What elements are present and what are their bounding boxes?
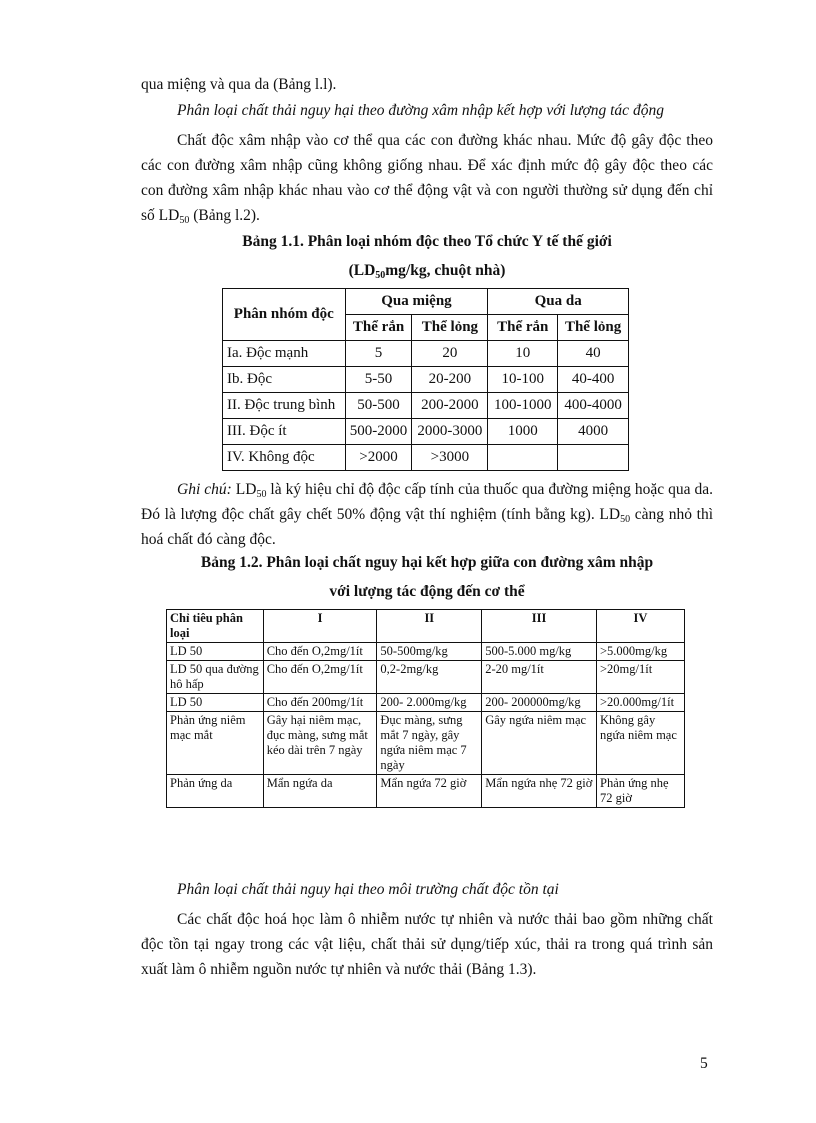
cell: >20.000mg/1ít (597, 694, 685, 712)
table2-subcaption: với lượng tác động đến cơ thể (329, 583, 525, 600)
table-row (167, 661, 685, 694)
combined-classification-table (166, 609, 685, 808)
table-row (167, 712, 685, 775)
header-skin-liquid: Thể lỏng (558, 315, 629, 341)
cell: IV. Không độc (223, 445, 346, 471)
cell: Mẩn ngứa 72 giờ (377, 775, 482, 808)
table2-caption: Bảng 1.2. Phân loại chất nguy hại kết hợp giữa con đường xâm nhập (200, 554, 654, 571)
cell: 500-2000 (345, 419, 412, 445)
heading-entry-route: Phân loại chất thải nguy hại theo đường xâm nhập kết hợp với lượng tác động (177, 102, 664, 119)
table1-caption: Bảng 1.1. Phân loại nhóm độc theo Tổ chức Y tế thế giới (242, 233, 612, 250)
cell: Cho đến O,2mg/1ít (263, 643, 377, 661)
cell: 0,2-2mg/kg (377, 661, 482, 694)
cell: LD 50 (167, 694, 264, 712)
cell: 500-5.000 mg/kg (482, 643, 597, 661)
note-paragraph: Ghi chú: $LD_{50}$ là ký hiệu chỉ độ độc cấp tính của thuốc qua đường miệng hoặc qua da. Đó là lượng độc chất gây chết 50% động vật thí nghiệm (tính bằng kg). $LD_{50}$ càng nhỏ thì hoá chất đó càng độc. (141, 481, 714, 548)
table-row (167, 775, 685, 808)
header-oral-liquid: Thể lỏng (412, 315, 488, 341)
cell: >5.000mg/kg (597, 643, 685, 661)
cell: 40-400 (558, 367, 629, 393)
cell: 400-4000 (558, 393, 629, 419)
cell: Ia. Độc mạnh (223, 341, 346, 367)
header-class-iv: IV (597, 610, 685, 643)
header-oral-solid: Thể rắn (345, 315, 412, 341)
table-row (223, 445, 629, 471)
cell: >20mg/1ít (597, 661, 685, 694)
header-skin-solid: Thể rắn (488, 315, 558, 341)
cell (488, 445, 558, 471)
cell: III. Độc ít (223, 419, 346, 445)
cell: LD 50 qua đường hô hấp (167, 661, 264, 694)
header-skin: Qua da (488, 289, 629, 315)
table1-subcaption: ($LD_{50}mg/kg$, chuột nhà) (348, 262, 506, 281)
cell (558, 445, 629, 471)
cell: Ib. Độc (223, 367, 346, 393)
cell: 20 (412, 341, 488, 367)
cell: 100-1000 (488, 393, 558, 419)
header-class-iii: III (482, 610, 597, 643)
cell: >3000 (412, 445, 488, 471)
cell: 4000 (558, 419, 629, 445)
cell: Phản ứng da (167, 775, 264, 808)
cell: 20-200 (412, 367, 488, 393)
cell: 200- 200000mg/kg (482, 694, 597, 712)
table-row (223, 341, 629, 367)
header-class-ii: II (377, 610, 482, 643)
cell: II. Độc trung bình (223, 393, 346, 419)
cell: Mẩn ngứa da (263, 775, 377, 808)
cell: 200-2000 (412, 393, 488, 419)
cell: Phản ứng niêm mạc mắt (167, 712, 264, 775)
table-row (223, 419, 629, 445)
heading-environment: Phân loại chất thải nguy hại theo môi trường chất độc tồn tại (177, 881, 559, 898)
cell: Cho đến 200mg/1ít (263, 694, 377, 712)
paragraph-entry-route: Chất độc xâm nhập vào cơ thể qua các con đường khác nhau. Mức độ gây độc theo các con đường xâm nhập cũng không giống nhau. Để xác định mức độ gây độc theo các con đường xâm nhập khác nhau vào cơ thể động vật và con người thường sử dụng đến chỉ số $LD_{50}$ (Bảng l.2). (141, 132, 713, 226)
header-oral: Qua miệng (345, 289, 488, 315)
table-row (223, 393, 629, 419)
cell: 2000-3000 (412, 419, 488, 445)
cell: 5 (345, 341, 412, 367)
table-row (167, 694, 685, 712)
cell: Phản ứng nhẹ 72 giờ (597, 775, 685, 808)
header-group: Phân nhóm độc (223, 289, 346, 341)
cell: 2-20 mg/1ít (482, 661, 597, 694)
cell: 50-500 (345, 393, 412, 419)
cell: Đục màng, sưng mắt 7 ngày, gây ngứa niêm mạc 7 ngày (377, 712, 482, 775)
cell: 200- 2.000mg/kg (377, 694, 482, 712)
cell: 50-500mg/kg (377, 643, 482, 661)
cell: >2000 (345, 445, 412, 471)
cell: 10-100 (488, 367, 558, 393)
intro-line: qua miệng và qua da (Bảng l.l). (141, 76, 337, 93)
paragraph-environment: Các chất độc hoá học làm ô nhiễm nước tự nhiên và nước thải bao gồm những chất độc tồn tại ngay trong các vật liệu, chất thải sử dụng/tiếp xúc, thải ra trong quá trình sản xuất làm ô nhiễm nguồn nước tự nhiên và nước thải (Bảng 1.3). (141, 911, 713, 978)
cell: 1000 (488, 419, 558, 445)
cell: 40 (558, 341, 629, 367)
table-row (167, 643, 685, 661)
toxicity-group-table (222, 288, 629, 471)
header-class-i: I (263, 610, 377, 643)
cell: Gây hại niêm mạc, đục màng, sưng mắt kéo dài trên 7 ngày (263, 712, 377, 775)
cell: 5-50 (345, 367, 412, 393)
cell: Cho đến O,2mg/1ít (263, 661, 377, 694)
cell: 10 (488, 341, 558, 367)
page-number: 5 (700, 1055, 708, 1072)
header-criteria: Chỉ tiêu phân loại (167, 610, 264, 643)
cell: Không gây ngứa niêm mạc (597, 712, 685, 775)
table-row (223, 367, 629, 393)
cell: Gây ngứa niêm mạc (482, 712, 597, 775)
cell: LD 50 (167, 643, 264, 661)
cell: Mẩn ngứa nhẹ 72 giờ (482, 775, 597, 808)
